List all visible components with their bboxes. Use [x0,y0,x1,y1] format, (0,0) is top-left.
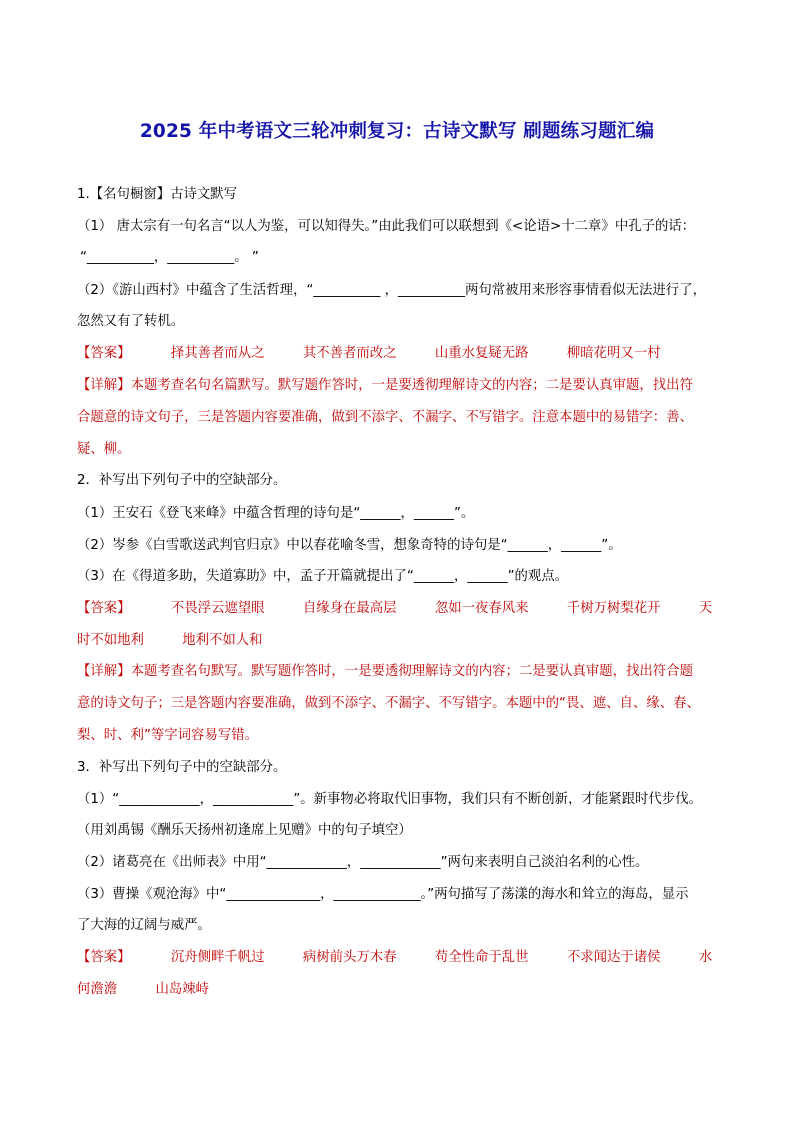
question-1-detail-line2: 合题意的诗文句子，三是答题内容要准确，做到不添字、不漏字、不写错字。注意本题中的易错字：善、 [77,410,693,425]
answer-item: 不求闻达于诸侯 [566,950,661,965]
question-1-sub1-blanks: “__________，__________。 ” [80,250,259,265]
answer-item: 时不如地利 [77,633,144,648]
question-2-answer-cont [77,632,263,650]
answer-label: 【答案】 [77,346,131,361]
question-2-detail-line3: 梨、时、利”等字词容易写错。 [77,728,259,743]
answer-item: 千树万树梨花开 [566,601,661,616]
detail-label: 【详解】 [77,378,131,393]
question-3-sub1-note: （用刘禹锡《酬乐天扬州初逢席上见赠》中的句子填空） [77,823,412,838]
question-1-answer [77,345,661,363]
question-1-sub2-cont: 忽然又有了转机。 [77,314,185,329]
question-1-sub1: （1） 唐太宗有一句名言“以人为鉴，可以知得失。”由此我们可以联想到《<论语>十二章》中孔子的话： [77,219,696,234]
question-2-detail-line2: 意的诗文句子；三是答题内容要准确，做到不添字、不漏字、不写错字。本题中的“畏、遮、自、缘、春、 [77,696,700,711]
question-1-detail-line3: 疑、柳。 [77,442,131,457]
answer-label: 【答案】 [77,601,131,616]
answer-item: 水 [698,950,713,965]
detail-text: 本题考查名句默写。默写题作答时，一是要透彻理解诗文的内容；二是要认真审题，找出符合题 [130,664,693,679]
answer-item: 山岛竦峙 [155,982,209,997]
question-3-sub2: （2）诸葛亮在《出师表》中用“____________，____________”两句来表明自己淡泊名利的心性。 [77,855,649,870]
question-2-sub3: （3）在《得道多助，失道寡助》中，孟子开篇就提出了“______，______”的观点。 [77,569,569,584]
question-2-answer [77,600,712,618]
answer-item: 天 [698,601,713,616]
answer-item: 苟全性命于乱世 [434,950,529,965]
answer-item: 不畏浮云遮望眼 [170,601,265,616]
document-title: 2025 年中考语文三轮冲刺复习：古诗文默写 刷题练习题汇编 [139,121,655,142]
answer-item: 何澹澹 [77,982,118,997]
answer-item: 沉舟侧畔千帆过 [170,950,265,965]
question-3-sub3-cont: 了大海的辽阔与威严。 [77,918,211,933]
question-1-sub2: （2）《游山西村》中蕴含了生活哲理，“__________ ，__________两句常被用来形容事情看似无法进行了， [77,283,706,298]
answer-item: 忽如一夜春风来 [434,601,529,616]
answer-label: 【答案】 [77,950,131,965]
answer-item: 山重水复疑无路 [434,346,529,361]
question-2-detail [77,663,693,681]
question-1-detail [77,377,693,395]
detail-text: 本题考查名句名篇默写。默写题作答时，一是要透彻理解诗文的内容；二是要认真审题，找出符 [130,378,693,393]
question-2-heading: 2．补写出下列句子中的空缺部分。 [77,473,287,488]
question-3-sub1: （1）“____________，____________”。新事物必将取代旧事物，我们只有不断创新，才能紧跟时代步伐。 [77,792,702,807]
answer-item: 择其善者而从之 [170,346,265,361]
answer-item: 自缘身在最高层 [302,601,397,616]
answer-item: 病树前头万木春 [302,950,397,965]
question-3-answer-cont [77,981,209,999]
question-3-sub3: （3）曹操《观沧海》中“______________，_____________。”两句描写了荡漾的海水和耸立的海岛，显示 [77,887,689,902]
detail-label: 【详解】 [77,664,131,679]
answer-item: 柳暗花明又一村 [566,346,661,361]
answer-item: 其不善者而改之 [302,346,397,361]
question-3-heading: 3．补写出下列句子中的空缺部分。 [77,760,287,775]
question-3-answer [77,949,712,967]
question-1-heading: 1.【名句橱窗】古诗文默写 [77,187,238,202]
question-2-sub2: （2）岑参《白雪歌送武判官归京》中以春花喻冬雪，想象奇特的诗句是“______，______”。 [77,538,622,553]
answer-item: 地利不如人和 [182,633,263,648]
question-2-sub1: （1）王安石《登飞来峰》中蕴含哲理的诗句是“______，______”。 [77,506,475,521]
